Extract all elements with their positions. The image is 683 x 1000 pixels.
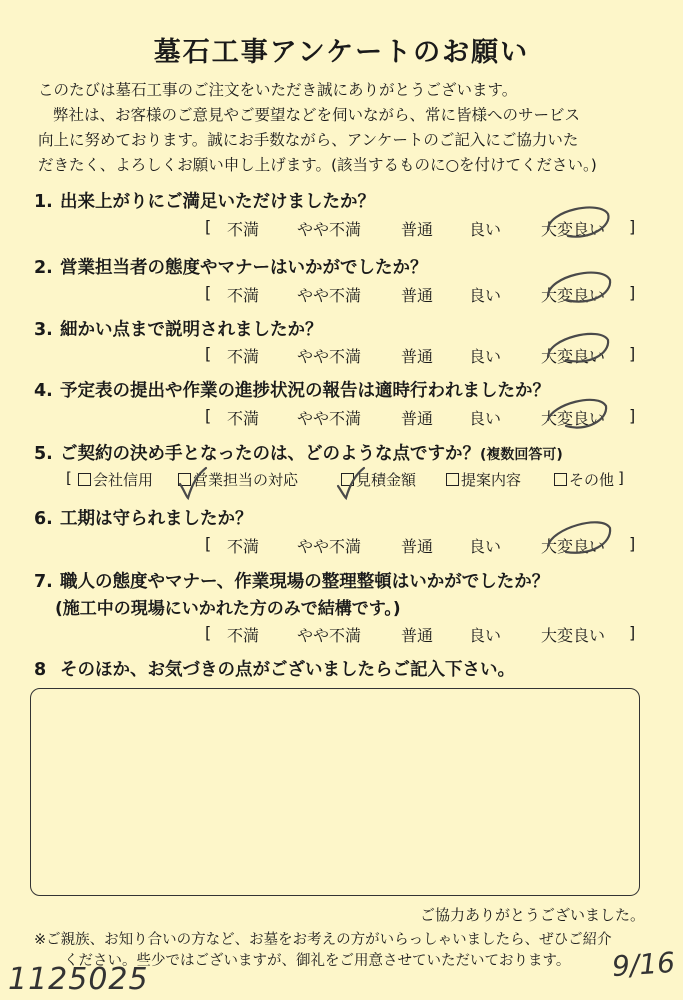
intro-line: 向上に努めております。誠にお手数ながら、アンケートのご記入にご協力いた <box>38 131 579 149</box>
question-text: 出来上がりにご満足いただけましたか？ <box>60 192 375 212</box>
question-number: 4. <box>34 381 53 401</box>
option-very-good[interactable]: 大変良い <box>541 220 606 239</box>
question-text: 職人の態度やマナー、作業現場の整理整頓はいかがでしたか？ <box>60 572 550 592</box>
option-good[interactable]: 良い <box>469 347 502 366</box>
option-neutral[interactable]: 普通 <box>401 347 434 366</box>
choice-label: 提案内容 <box>461 471 522 489</box>
question-number: 2. <box>34 258 53 278</box>
option-dissatisfied[interactable]: 不満 <box>227 537 260 556</box>
option-very-good[interactable]: 大変良い <box>541 626 606 645</box>
option-neutral[interactable]: 普通 <box>401 409 434 428</box>
handwritten-id-number: 1125025 <box>8 962 149 997</box>
option-neutral[interactable]: 普通 <box>401 626 434 645</box>
option-dissatisfied[interactable]: 不満 <box>227 286 260 305</box>
option-good[interactable]: 良い <box>469 286 502 305</box>
question-7-note: (施工中の現場にいかれた方のみで結構です。) <box>55 599 401 619</box>
option-very-good[interactable]: 大変良い <box>541 286 606 305</box>
option-very-good[interactable]: 大変良い <box>541 409 606 428</box>
handwritten-date: 9/16 <box>610 945 676 984</box>
check-mark-sales <box>180 468 206 498</box>
bracket-open: [ <box>205 406 212 425</box>
bracket-close: ] <box>629 534 636 553</box>
footnote-line: ください。些少ではございますが、御礼をご用意させていただいております。 <box>64 953 571 969</box>
option-somewhat-dissatisfied[interactable]: やや不満 <box>297 626 362 645</box>
bracket-close: ] <box>618 469 624 487</box>
circle-mark-q1 <box>548 207 608 236</box>
option-somewhat-dissatisfied[interactable]: やや不満 <box>297 286 362 305</box>
choice-label: 見積金額 <box>356 471 417 489</box>
circle-mark-q2 <box>548 273 610 302</box>
check-mark-estimate <box>338 468 364 498</box>
option-neutral[interactable]: 普通 <box>401 220 434 239</box>
bracket-close: ] <box>629 623 636 642</box>
option-dissatisfied[interactable]: 不満 <box>227 220 260 239</box>
question-number: 1. <box>34 192 53 212</box>
option-neutral[interactable]: 普通 <box>401 286 434 305</box>
question-text: 工期は守られましたか？ <box>60 509 253 529</box>
bracket-open: [ <box>205 623 212 642</box>
question-number: 8 <box>34 660 47 680</box>
question-number: 6. <box>34 509 53 529</box>
bracket-open: [ <box>205 344 212 363</box>
circle-mark-q6 <box>548 522 610 552</box>
bracket-close: ] <box>629 217 636 236</box>
bracket-close: ] <box>629 406 636 425</box>
question-number: 7. <box>34 572 53 592</box>
option-very-good[interactable]: 大変良い <box>541 347 606 366</box>
question-text: ご契約の決め手となったのは、どのような点ですか？ <box>60 444 480 464</box>
thanks-text: ご協力ありがとうございました。 <box>420 906 646 924</box>
question-text: 予定表の提出や作業の進捗状況の報告は適時行われましたか？ <box>60 381 550 401</box>
bracket-close: ] <box>629 344 636 363</box>
question-text: 細かい点まで説明されましたか？ <box>60 320 323 340</box>
choice-label: 会社信用 <box>93 471 154 489</box>
choice-label: その他 <box>569 471 615 489</box>
bracket-open: [ <box>205 283 212 302</box>
option-neutral[interactable]: 普通 <box>401 537 434 556</box>
option-dissatisfied[interactable]: 不満 <box>227 347 260 366</box>
bracket-open: [ <box>205 217 212 236</box>
page-title: 墓石工事アンケートのお願い <box>153 37 530 68</box>
circle-mark-q3 <box>548 334 608 362</box>
option-somewhat-dissatisfied[interactable]: やや不満 <box>297 347 362 366</box>
bracket-open: [ <box>66 469 72 487</box>
question-text: 営業担当者の態度やマナーはいかがでしたか？ <box>60 258 428 278</box>
option-dissatisfied[interactable]: 不満 <box>227 626 260 645</box>
bracket-open: [ <box>205 534 212 553</box>
option-good[interactable]: 良い <box>469 626 502 645</box>
option-somewhat-dissatisfied[interactable]: やや不満 <box>297 409 362 428</box>
option-somewhat-dissatisfied[interactable]: やや不満 <box>297 220 362 239</box>
intro-line: 弊社は、お客様のご意見やご要望などを伺いながら、常に皆様へのサービス <box>53 106 581 124</box>
bracket-close: ] <box>629 283 636 302</box>
option-dissatisfied[interactable]: 不満 <box>227 409 260 428</box>
circle-mark-q4 <box>548 400 606 428</box>
option-very-good[interactable]: 大変良い <box>541 537 606 556</box>
option-somewhat-dissatisfied[interactable]: やや不満 <box>297 537 362 556</box>
question-number: 3. <box>34 320 53 340</box>
option-good[interactable]: 良い <box>469 537 502 556</box>
multiple-answers-note: (複数回答可) <box>480 447 563 463</box>
question-number: 5. <box>34 444 53 464</box>
option-good[interactable]: 良い <box>469 409 502 428</box>
footnote-line: ※ご親族、お知り合いの方など、お墓をお考えの方がいらっしゃいましたら、ぜひご紹介 <box>34 932 612 948</box>
choice-label: 営業担当の対応 <box>193 471 299 489</box>
option-good[interactable]: 良い <box>469 220 502 239</box>
intro-line: だきたく、よろしくお願い申し上げます。(該当するものに○を付けてください。) <box>38 156 597 174</box>
intro-line: このたびは墓石工事のご注文をいただき誠にありがとうございます。 <box>38 81 518 99</box>
question-text: そのほか、お気づきの点がございましたらご記入下さい。 <box>60 660 515 680</box>
